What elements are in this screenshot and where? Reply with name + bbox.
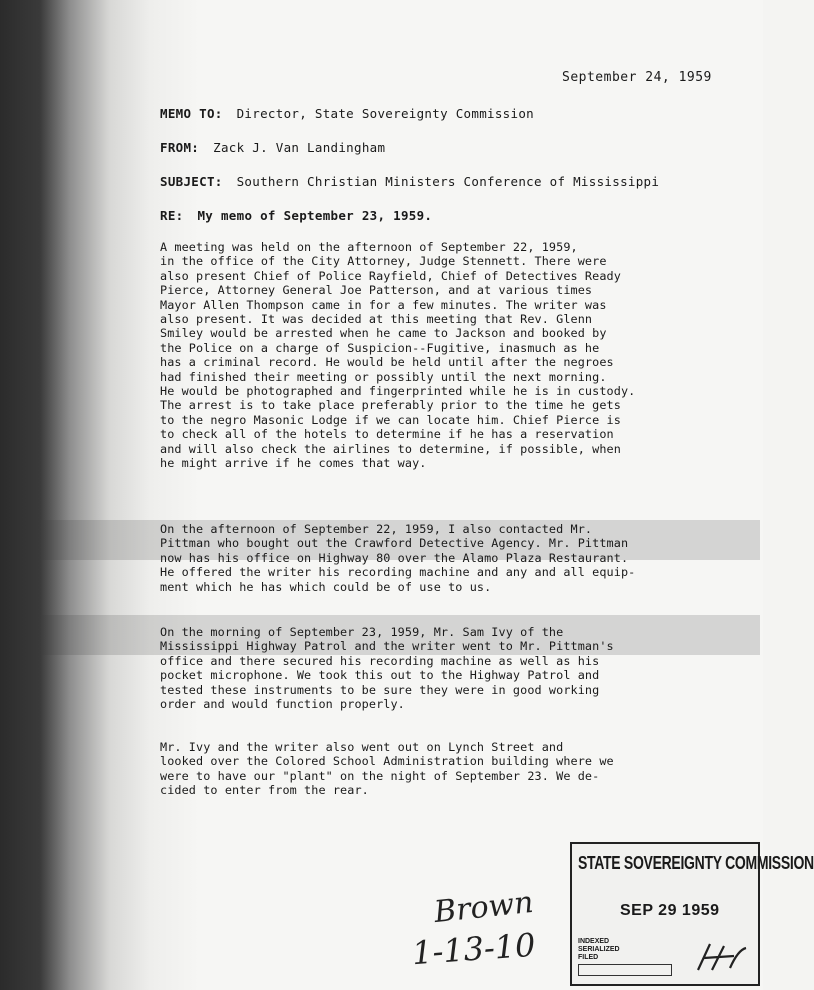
paragraph-line: The arrest is to take place preferably prior to the time he gets <box>160 398 621 413</box>
stamp-filed-box <box>578 964 672 976</box>
stamp-title: STATE SOVEREIGNTY COMMISSION <box>578 852 814 873</box>
paragraph-line: the Police on a charge of Suspicion--Fugitive, inasmuch as he <box>160 340 600 355</box>
paragraph-line: looked over the Colored School Administration building where we <box>160 754 614 769</box>
memo-date: September 24, 1959 <box>562 70 712 85</box>
re-label: RE: <box>160 208 184 223</box>
paragraph-line: A meeting was held on the afternoon of September 22, 1959, <box>160 240 578 254</box>
paragraph-line: in the office of the City Attorney, Judge Stennett. There were <box>160 254 607 269</box>
handwritten-number: 1-13-10 <box>410 925 537 973</box>
paragraph-line: to the negro Masonic Lodge if we can locate him. Chief Pierce is <box>160 412 621 427</box>
paragraph-line: has a criminal record. He would be held until after the negroes <box>160 355 614 370</box>
from-value: Zack J. Van Landingham <box>213 140 386 155</box>
paragraph-line: also present. It was decided at this meeting that Rev. Glenn <box>160 312 593 327</box>
paragraph-line: Mississippi Highway Patrol and the writer went to Mr. Pittman's <box>160 639 614 654</box>
body-paragraph <box>160 240 742 471</box>
re-value: My memo of September 23, 1959. <box>197 208 433 223</box>
re-line <box>160 208 432 223</box>
paragraph-line: order and would function properly. <box>160 697 405 712</box>
subject-value: Southern Christian Ministers Conference of Mississippi <box>236 174 660 189</box>
from-label: FROM: <box>160 140 200 155</box>
stamp-filed: FILED <box>578 954 599 961</box>
handwritten-name: Brown <box>432 884 536 931</box>
paragraph-line: he might arrive if he comes that way. <box>160 456 427 471</box>
paragraph-line: office and there secured his recording machine as well as his <box>160 653 600 668</box>
paragraph-line: Pittman who bought out the Crawford Detective Agency. Mr. Pittman <box>160 536 629 551</box>
stamp-indexed: INDEXED <box>578 938 610 945</box>
paragraph-line: pocket microphone. We took this out to the Highway Patrol and <box>160 668 600 683</box>
paragraph-line: ment which he has which could be of use to us. <box>160 579 492 594</box>
body-paragraph <box>160 740 742 798</box>
paragraph-line: Mr. Ivy and the writer also went out on Lynch Street and <box>160 740 564 754</box>
memo-to-label: MEMO TO: <box>160 106 223 121</box>
paragraph-line: cided to enter from the rear. <box>160 783 369 798</box>
paragraph-line: Smiley would be arrested when he came to Jackson and booked by <box>160 326 607 341</box>
paragraph-line: now has his office on Highway 80 over the Alamo Plaza Restaurant. <box>160 550 629 565</box>
paragraph-line: tested these instruments to be sure they were in good working <box>160 682 600 697</box>
paragraph-line: He would be photographed and fingerprinted while he is in custody. <box>160 384 636 399</box>
paragraph-line: were to have our "plant" on the night of September 23. We de- <box>160 768 600 783</box>
body-paragraph <box>160 625 742 711</box>
paragraph-line: On the morning of September 23, 1959, Mr. Sam Ivy of the <box>160 625 564 639</box>
paragraph-line: to check all of the hotels to determine if he has a reservation <box>160 427 614 442</box>
paragraph-line: On the afternoon of September 22, 1959, I also contacted Mr. <box>160 522 593 536</box>
paragraph-line: had finished their meeting or possibly until the next morning. <box>160 369 607 384</box>
subject-label: SUBJECT: <box>160 174 223 189</box>
body-paragraph <box>160 522 742 594</box>
paragraph-line: and will also check the airlines to determine, if possible, when <box>160 441 621 456</box>
stamp-flags <box>578 938 620 962</box>
memo-to-line <box>160 106 534 121</box>
memo-to-value: Director, State Sovereignty Commission <box>236 106 534 121</box>
paragraph-line: He offered the writer his recording machine and any and all equip- <box>160 565 636 580</box>
paragraph-line: also present Chief of Police Rayfield, Chief of Detectives Ready <box>160 268 621 283</box>
paragraph-line: Mayor Allen Thompson came in for a few minutes. The writer was <box>160 297 607 312</box>
initials-signature <box>690 940 750 974</box>
stamp-date: SEP 29 1959 <box>620 902 720 919</box>
from-line <box>160 140 385 155</box>
subject-line <box>160 174 659 189</box>
stamp-serialized: SERIALIZED <box>578 946 620 953</box>
paragraph-line: Pierce, Attorney General Joe Patterson, and at various times <box>160 283 593 298</box>
